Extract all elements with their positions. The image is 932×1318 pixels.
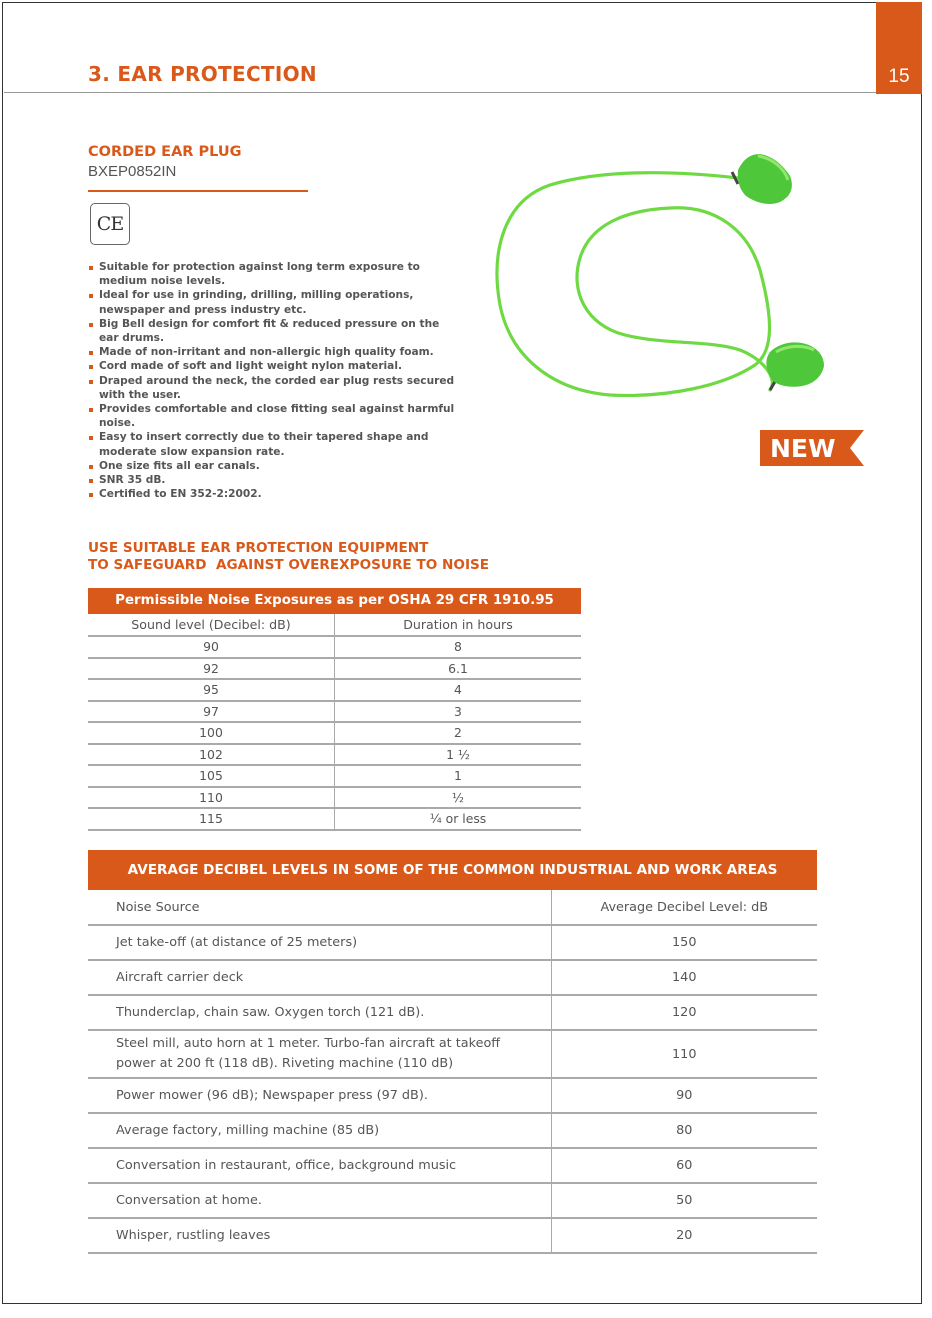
table-row bbox=[88, 679, 581, 701]
sound-level-cell: 115 bbox=[88, 808, 335, 830]
sound-level-cell: 97 bbox=[88, 701, 335, 723]
table-row bbox=[88, 722, 581, 744]
product-divider bbox=[88, 190, 308, 192]
decibel-level-cell: 140 bbox=[551, 960, 817, 995]
noise-source-cell: Conversation at home. bbox=[88, 1183, 551, 1218]
product-name: CORDED EAR PLUG bbox=[88, 144, 242, 160]
decibel-level-cell: 80 bbox=[551, 1113, 817, 1148]
osha-table bbox=[88, 614, 581, 831]
list-item: Certified to EN 352-2:2002. bbox=[88, 487, 458, 501]
list-item: Provides comfortable and close fitting seal against harmful noise. bbox=[88, 402, 458, 430]
table-row bbox=[88, 925, 817, 960]
column-header: Sound level (Decibel: dB) bbox=[88, 614, 335, 636]
noise-source-cell: Thunderclap, chain saw. Oxygen torch (121 dB). bbox=[88, 995, 551, 1030]
sound-level-cell: 90 bbox=[88, 636, 335, 658]
list-item: Cord made of soft and light weight nylon material. bbox=[88, 359, 458, 373]
table-row bbox=[88, 1218, 817, 1253]
product-code: BXEP0852IN bbox=[88, 163, 177, 180]
noise-source-cell: Jet take-off (at distance of 25 meters) bbox=[88, 925, 551, 960]
sound-level-cell: 110 bbox=[88, 787, 335, 809]
sound-level-cell: 92 bbox=[88, 658, 335, 680]
list-item: Ideal for use in grinding, drilling, milling operations, newspaper and press industry etc. bbox=[88, 288, 458, 316]
new-badge bbox=[760, 430, 864, 466]
list-item: Easy to insert correctly due to their tapered shape and moderate slow expansion rate. bbox=[88, 430, 458, 458]
sound-level-cell: 100 bbox=[88, 722, 335, 744]
ear-plug-top-icon bbox=[732, 154, 792, 204]
list-item: Draped around the neck, the corded ear plug rests secured with the user. bbox=[88, 374, 458, 402]
sound-level-cell: 95 bbox=[88, 679, 335, 701]
warning-heading bbox=[88, 540, 489, 574]
ear-plug-bottom-icon bbox=[766, 342, 824, 390]
warning-line-2: TO SAFEGUARD AGAINST OVEREXPOSURE TO NOISE bbox=[88, 557, 490, 573]
column-header: Average Decibel Level: dB bbox=[551, 890, 817, 925]
sound-level-cell: 102 bbox=[88, 744, 335, 766]
duration-cell: 8 bbox=[335, 636, 582, 658]
corded-ear-plug-image bbox=[480, 140, 880, 440]
table-row bbox=[88, 1183, 817, 1218]
section-title: 3. EAR PROTECTION bbox=[88, 62, 317, 86]
sound-level-cell: 105 bbox=[88, 765, 335, 787]
noise-source-cell: Whisper, rustling leaves bbox=[88, 1218, 551, 1253]
list-item: Suitable for protection against long term exposure to medium noise levels. bbox=[88, 260, 458, 288]
duration-cell: 4 bbox=[335, 679, 582, 701]
decibel-level-cell: 110 bbox=[551, 1030, 817, 1078]
decibel-level-cell: 50 bbox=[551, 1183, 817, 1218]
noise-source-cell: Conversation in restaurant, office, background music bbox=[88, 1148, 551, 1183]
table-row bbox=[88, 701, 581, 723]
decibel-level-cell: 150 bbox=[551, 925, 817, 960]
duration-cell: 2 bbox=[335, 722, 582, 744]
table-header-row bbox=[88, 614, 581, 636]
warning-line-1: USE SUITABLE EAR PROTECTION EQUIPMENT bbox=[88, 540, 429, 556]
duration-cell: ¼ or less bbox=[335, 808, 582, 830]
decibel-table bbox=[88, 890, 817, 1254]
duration-cell: 1 ½ bbox=[335, 744, 582, 766]
osha-table-title: Permissible Noise Exposures as per OSHA 29 CFR 1910.95 bbox=[88, 588, 581, 614]
table-row bbox=[88, 787, 581, 809]
decibel-table-title: AVERAGE DECIBEL LEVELS IN SOME OF THE COMMON INDUSTRIAL AND WORK AREAS bbox=[88, 850, 817, 890]
header-divider bbox=[4, 92, 876, 93]
decibel-level-cell: 20 bbox=[551, 1218, 817, 1253]
table-row bbox=[88, 636, 581, 658]
noise-source-cell: Power mower (96 dB); Newspaper press (97 dB). bbox=[88, 1078, 551, 1113]
page-number: 15 bbox=[888, 66, 910, 87]
noise-source-cell: Average factory, milling machine (85 dB) bbox=[88, 1113, 551, 1148]
table-row bbox=[88, 658, 581, 680]
table-row bbox=[88, 765, 581, 787]
list-item: Made of non-irritant and non-allergic high quality foam. bbox=[88, 345, 458, 359]
table-row bbox=[88, 808, 581, 830]
table-row bbox=[88, 995, 817, 1030]
decibel-level-cell: 60 bbox=[551, 1148, 817, 1183]
new-badge-label: NEW bbox=[770, 434, 836, 463]
duration-cell: 3 bbox=[335, 701, 582, 723]
column-header: Duration in hours bbox=[335, 614, 582, 636]
table-row bbox=[88, 744, 581, 766]
table-row bbox=[88, 960, 817, 995]
noise-source-cell: Aircraft carrier deck bbox=[88, 960, 551, 995]
noise-source-cell: Steel mill, auto horn at 1 meter. Turbo-fan aircraft at takeoff power at 200 ft (118 dB). Riveting machine (110 dB) bbox=[88, 1030, 551, 1078]
decibel-level-cell: 90 bbox=[551, 1078, 817, 1113]
table-row bbox=[88, 1113, 817, 1148]
list-item: Big Bell design for comfort fit & reduced pressure on the ear drums. bbox=[88, 317, 458, 345]
table-row bbox=[88, 1148, 817, 1183]
duration-cell: 1 bbox=[335, 765, 582, 787]
table-row bbox=[88, 1030, 817, 1078]
table-header-row bbox=[88, 890, 817, 925]
duration-cell: ½ bbox=[335, 787, 582, 809]
column-header: Noise Source bbox=[88, 890, 551, 925]
list-item: SNR 35 dB. bbox=[88, 473, 458, 487]
list-item: One size fits all ear canals. bbox=[88, 459, 458, 473]
feature-list bbox=[88, 260, 458, 501]
decibel-level-cell: 120 bbox=[551, 995, 817, 1030]
ce-mark-icon: CE bbox=[90, 203, 130, 245]
duration-cell: 6.1 bbox=[335, 658, 582, 680]
table-row bbox=[88, 1078, 817, 1113]
